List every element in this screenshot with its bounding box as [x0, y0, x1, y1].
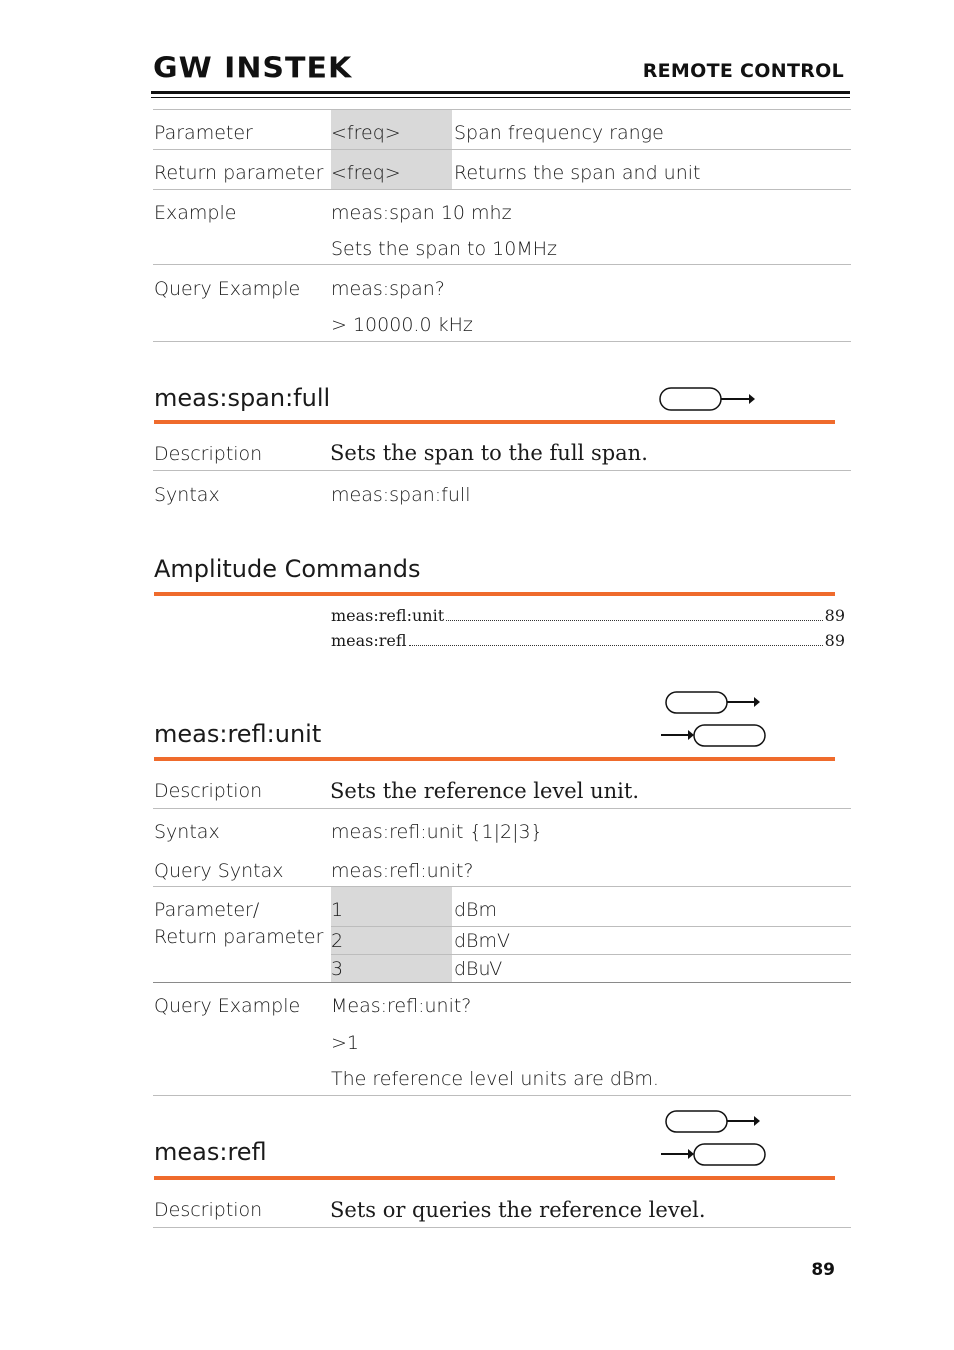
header-rule-thick [151, 91, 850, 94]
header-rule-thin [151, 97, 850, 98]
table-divider [153, 341, 851, 342]
query-example-label: Query Example [154, 995, 301, 1017]
param-unit: dBuV [454, 958, 503, 980]
table-divider [331, 954, 851, 955]
table-divider [153, 808, 851, 809]
query-example-response: >1 [331, 1032, 360, 1054]
toc-entry[interactable] [331, 631, 845, 651]
return-arg: <freq> [331, 162, 401, 184]
set-query-command-icon [660, 1109, 770, 1169]
parameter-desc: Span frequency range [454, 122, 664, 144]
table-divider [153, 1095, 851, 1096]
table-divider [153, 886, 851, 887]
query-example-label: Query Example [154, 278, 301, 300]
example-label: Example [154, 202, 237, 224]
parameter-label: Parameter [154, 122, 253, 144]
table-divider [331, 926, 851, 927]
toc-entry[interactable] [331, 606, 845, 626]
return-label: Return parameter [154, 162, 324, 184]
arg-shading [331, 887, 452, 983]
query-syntax-text: meas:refl:unit? [331, 860, 474, 882]
syntax-text: meas:refl:unit {1|2|3} [331, 821, 543, 843]
query-example-command: Meas:refl:unit? [331, 995, 472, 1017]
parameter-arg: <freq> [331, 122, 401, 144]
page-number: 89 [811, 1260, 835, 1280]
syntax-label: Syntax [154, 821, 220, 843]
brand-logo: GW INSTEK [153, 51, 353, 86]
section-title: Amplitude Commands [154, 555, 421, 583]
description-label: Description [154, 780, 263, 802]
syntax-text: meas:span:full [331, 484, 471, 506]
parameter-label: Parameter/ [154, 899, 260, 921]
description-text: Sets or queries the reference level. [330, 1198, 706, 1222]
section-rule [154, 420, 835, 424]
example-description: Sets the span to 10MHz [331, 238, 557, 260]
toc-leader [409, 644, 823, 646]
example-command: meas:span 10 mhz [331, 202, 512, 224]
section-rule [154, 1176, 835, 1180]
section-header: REMOTE CONTROL [642, 60, 844, 82]
command-title: meas:refl:unit [154, 720, 322, 748]
table-divider [153, 1227, 851, 1228]
table-divider [153, 189, 851, 190]
description-text: Sets the span to the full span. [330, 441, 648, 465]
param-value: 2 [331, 930, 344, 952]
query-syntax-label: Query Syntax [154, 860, 284, 882]
toc-entry-page: 89 [824, 606, 845, 625]
command-title: meas:refl [154, 1138, 267, 1166]
toc-entry-name: meas:refl:unit [331, 606, 445, 625]
set-command-icon [659, 387, 759, 413]
param-unit: dBm [454, 899, 498, 921]
syntax-label: Syntax [154, 484, 220, 506]
command-title: meas:span:full [154, 384, 331, 412]
return-parameter-label: Return parameter [154, 926, 324, 948]
param-value: 1 [331, 899, 344, 921]
toc-entry-name: meas:refl [331, 631, 407, 650]
description-text: Sets the reference level unit. [330, 779, 640, 803]
table-divider [153, 264, 851, 265]
section-rule [154, 592, 835, 596]
set-query-command-icon [660, 690, 770, 750]
toc-leader [446, 619, 823, 621]
query-example-description: The reference level units are dBm. [331, 1068, 659, 1090]
return-desc: Returns the span and unit [454, 162, 701, 184]
table-divider [153, 470, 851, 471]
table-divider [153, 109, 851, 110]
toc-entry-page: 89 [824, 631, 845, 650]
section-rule [154, 757, 835, 761]
query-example-response: > 10000.0 kHz [331, 314, 473, 336]
param-value: 3 [331, 958, 344, 980]
table-divider [153, 149, 851, 150]
table-divider [153, 982, 851, 983]
query-example-command: meas:span? [331, 278, 445, 300]
description-label: Description [154, 1199, 263, 1221]
description-label: Description [154, 443, 263, 465]
param-unit: dBmV [454, 930, 511, 952]
